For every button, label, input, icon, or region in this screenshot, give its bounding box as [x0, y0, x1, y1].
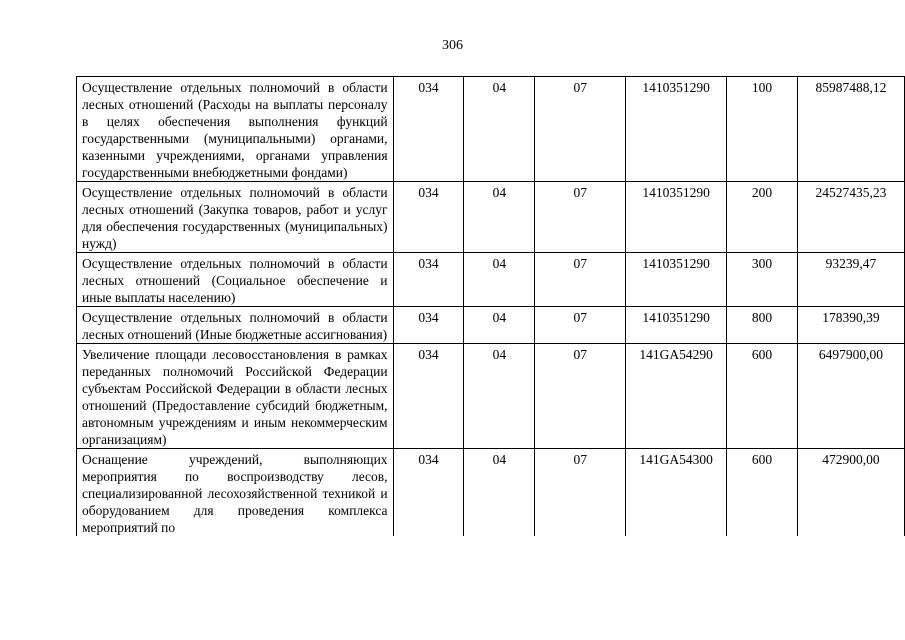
cell-desc: Увеличение площади лесовосстановления в рамках переданных полномочий Российской Федерации субъектам Российской Федерации в области лесных отношений (Предоставление субсидий бюджетным, автономным учреждениям и иным некоммерческим организациям) [77, 344, 394, 449]
cell-sum: 472900,00 [797, 449, 904, 537]
cell-desc: Осуществление отдельных полномочий в области лесных отношений (Социальное обеспечение и иные выплаты населению) [77, 253, 394, 307]
cell-rz: 04 [464, 344, 535, 449]
cell-sum: 85987488,12 [797, 77, 904, 182]
cell-vr: 800 [727, 307, 798, 344]
cell-desc: Осуществление отдельных полномочий в области лесных отношений (Иные бюджетные ассигнования) [77, 307, 394, 344]
cell-rz: 04 [464, 307, 535, 344]
cell-cs: 141GA54300 [626, 449, 727, 537]
cell-pr: 07 [535, 182, 626, 253]
cell-pr: 07 [535, 307, 626, 344]
cell-pr: 07 [535, 344, 626, 449]
cell-sum: 178390,39 [797, 307, 904, 344]
cell-pr: 07 [535, 77, 626, 182]
cell-rz: 04 [464, 253, 535, 307]
table-row [77, 307, 905, 344]
cell-rz: 04 [464, 449, 535, 537]
cell-pr: 07 [535, 449, 626, 537]
cell-sum: 6497900,00 [797, 344, 904, 449]
table-row [77, 77, 905, 182]
cell-gr: 034 [393, 77, 464, 182]
cell-vr: 300 [727, 253, 798, 307]
cell-vr: 600 [727, 344, 798, 449]
cell-gr: 034 [393, 344, 464, 449]
table-row [77, 344, 905, 449]
cell-cs: 141GA54290 [626, 344, 727, 449]
cell-cs: 1410351290 [626, 77, 727, 182]
cell-desc: Осуществление отдельных полномочий в области лесных отношений (Закупка товаров, работ и услуг для обеспечения государственных (муниципальных) нужд) [77, 182, 394, 253]
table-row [77, 182, 905, 253]
cell-gr: 034 [393, 307, 464, 344]
cell-cs: 1410351290 [626, 253, 727, 307]
cell-gr: 034 [393, 449, 464, 537]
cell-gr: 034 [393, 253, 464, 307]
cell-vr: 200 [727, 182, 798, 253]
cell-cs: 1410351290 [626, 307, 727, 344]
cell-pr: 07 [535, 253, 626, 307]
cell-sum: 93239,47 [797, 253, 904, 307]
page-number: 306 [442, 38, 463, 53]
table-row [77, 253, 905, 307]
cell-desc: Оснащение учреждений, выполняющих мероприятия по воспроизводству лесов, специализированной лесохозяйственной техникой и оборудованием для проведения комплекса мероприятий по [77, 449, 394, 537]
cell-cs: 1410351290 [626, 182, 727, 253]
cell-rz: 04 [464, 77, 535, 182]
cell-vr: 600 [727, 449, 798, 537]
cell-gr: 034 [393, 182, 464, 253]
cell-sum: 24527435,23 [797, 182, 904, 253]
cell-desc: Осуществление отдельных полномочий в области лесных отношений (Расходы на выплаты персоналу в целях обеспечения выполнения функций государственными (муниципальными) органами, казенными учреждениями, органами управления государственными внебюджетными фондами) [77, 77, 394, 182]
table-row [77, 449, 905, 537]
cell-rz: 04 [464, 182, 535, 253]
budget-table [76, 76, 905, 536]
cell-vr: 100 [727, 77, 798, 182]
